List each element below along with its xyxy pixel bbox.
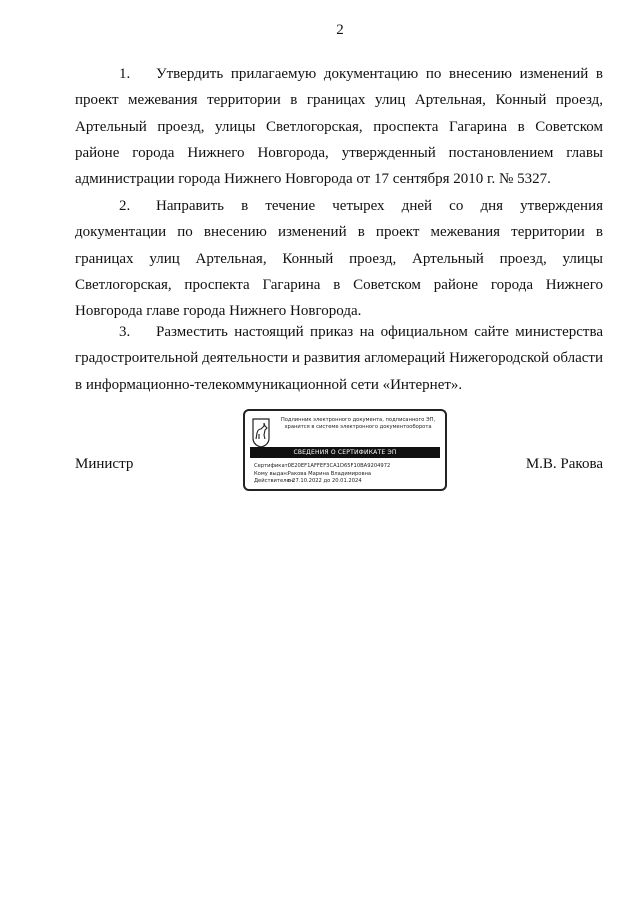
certificate-value: 0E20EF1AFFEF3CA1D65F10BA9204972 [287,463,391,469]
electronic-signature-stamp [243,409,447,491]
paragraph-number: 2. [119,198,131,214]
paragraph-number: 3. [119,324,131,340]
issued-to-value: Ракова Марина Владимировна [287,470,372,477]
paragraph-1 [75,61,603,192]
signer-position: Министр [75,456,134,472]
signer-name: М.В. Ракова [525,456,603,472]
stamp-header: СВЕДЕНИЯ О СЕРТИФИКАТЕ ЭП [250,447,440,458]
issued-to-label: Кому выдан: [254,470,289,477]
coat-of-arms-icon [252,418,270,448]
stamp-note-line: Подлинник электронного документа, подписанного ЭП, [280,417,436,423]
stamp-note [273,417,443,431]
valid-label: Действителен: [254,478,295,484]
stamp-note-line: хранится в системе электронного документооборота [284,424,432,430]
paragraph-text: Направить в течение четырех дней со дня утверждения документации по внесению изменений в проект межевания территории в границах улиц Артельная, Конный проезд, Артельный проезд, улицы Светлогорская, проспекта Гагарина в Советском районе города Нижнего Новгорода главе города Нижнего Новгорода. [75,198,603,320]
paragraph-text: Разместить настоящий приказ на официальном сайте министерства градостроительной деятельности и развития агломераций Нижегородской области в информационно-телекоммуникационной сети «Интернет». [75,324,603,393]
paragraph-text: Утвердить прилагаемую документацию по внесению изменений в проект межевания территории в границах улиц Артельная, Конный проезд, Артельный проезд, улицы Светлогорская, проспекта Гагарина в Советском районе города Нижнего Новгорода, утвержденный постановлением главы администрации города Нижнего Новгорода от 17 сентября 2010 г. № 5327. [75,66,603,188]
paragraph-2 [75,193,603,324]
paragraph-number: 1. [119,66,131,82]
certificate-label: Сертификат: [254,463,290,469]
valid-value: с 27.10.2022 до 20.01.2024 [287,478,362,484]
page-number: 2 [336,22,344,38]
stamp-details [254,463,390,486]
paragraph-3 [75,319,603,398]
